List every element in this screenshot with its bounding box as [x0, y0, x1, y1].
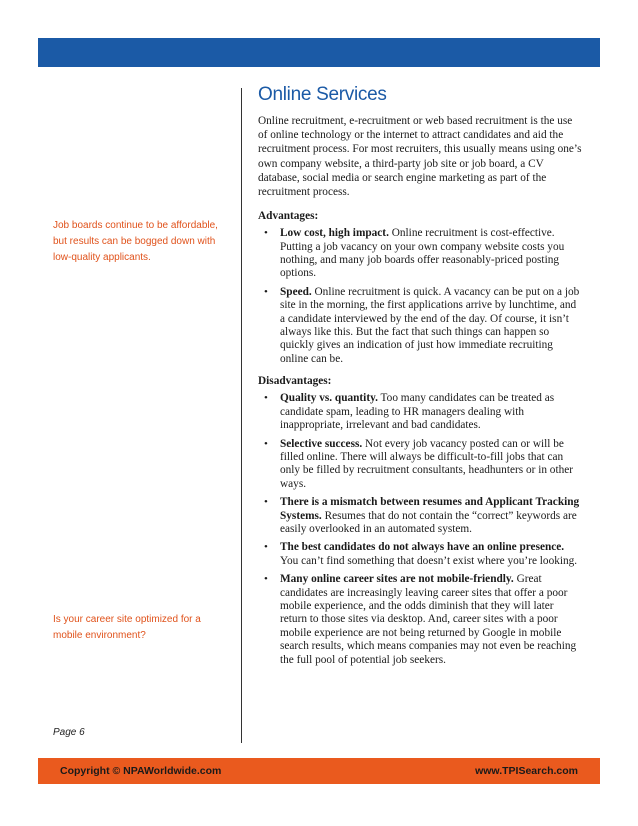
bullet-icon: •	[264, 285, 268, 298]
disadvantages-list	[258, 392, 583, 667]
bullet-icon: •	[264, 227, 268, 240]
item-text: Online recruitment is quick. A vacancy can be put on a job site in the morning, the first applications arrive by lunchtime, and a candidate interviewed by the end of the day. Of course, it isn’t always like this. But the fact that such things can happen so quickly gives an indication of just how immediate recruiting online can be.	[280, 285, 580, 365]
pull-quote-job-boards: Job boards continue to be affordable, but results can be bogged down with low-quality applicants.	[53, 220, 218, 263]
item-lead: There is a mismatch between resumes and Applicant Tracking Systems.	[280, 496, 580, 522]
column-divider	[241, 88, 242, 743]
item-text: Resumes that do not contain the “correct” keywords are easily overlooked in an automated system.	[280, 509, 577, 535]
footer-copyright: Copyright © NPAWorldwide.com	[60, 765, 222, 777]
section-title: Online Services	[258, 84, 387, 105]
main-column	[258, 84, 583, 675]
header-band	[38, 38, 600, 67]
item-lead: Low cost, high impact.	[280, 227, 389, 240]
advantages-heading: Advantages:	[258, 210, 319, 223]
item-lead: Many online career sites are not mobile-friendly.	[280, 573, 514, 586]
bullet-icon: •	[264, 496, 268, 509]
disadvantages-heading: Disadvantages:	[258, 375, 332, 388]
list-item	[258, 541, 583, 568]
list-item	[258, 438, 583, 492]
item-text: You can’t find something that doesn’t exist where you’re looking.	[280, 554, 578, 567]
bullet-icon: •	[264, 573, 268, 586]
footer-website: www.TPISearch.com	[475, 765, 578, 777]
list-item	[258, 286, 583, 366]
list-item	[258, 496, 583, 536]
advantages-list	[258, 227, 583, 366]
list-item	[258, 573, 583, 667]
list-item	[258, 392, 583, 432]
footer-band	[38, 758, 600, 784]
page-number: Page 6	[53, 727, 85, 738]
item-lead: Quality vs. quantity.	[280, 392, 378, 405]
bullet-icon: •	[264, 392, 268, 405]
bullet-icon: •	[264, 541, 268, 554]
pull-quote-mobile: Is your career site optimized for a mobile environment?	[53, 614, 201, 641]
item-lead: Speed.	[280, 285, 312, 298]
item-text: Not every job vacancy posted can or will be filled online. There will always be difficult-to-fill jobs that can only be filled by recruitment consultants, headhunters or in other ways.	[280, 437, 574, 490]
item-text: Great candidates are increasingly leaving career sites that offer a poor mobile experience, and the odds diminish that they will later return to those sites via desktop. And, career sites with a poor mobile experience are not being returned by Google in mobile search results, which means companies may not even be reaching the full pool of potential job seekers.	[280, 573, 577, 666]
list-item	[258, 227, 583, 281]
bullet-icon: •	[264, 437, 268, 450]
item-text: Online recruitment is cost-effective. Putting a job vacancy on your own company website costs you nothing, and many job boards offer reasonably-priced posting options.	[280, 227, 565, 280]
item-lead: The best candidates do not always have an online presence.	[280, 541, 565, 554]
item-text: Too many candidates can be treated as candidate spam, leading to HR managers dealing with inappropriate, irrelevant and bad candidates.	[280, 392, 555, 432]
intro-paragraph: Online recruitment, e-recruitment or web based recruitment is the use of online technology or the internet to attract candidates and aid the recruitment process. For most recruiters, this usually means using one’s own company website, a third-party job site or job board, a CV database, social media or search engine marketing as part of the recruitment process.	[258, 115, 582, 199]
item-lead: Selective success.	[280, 437, 363, 450]
